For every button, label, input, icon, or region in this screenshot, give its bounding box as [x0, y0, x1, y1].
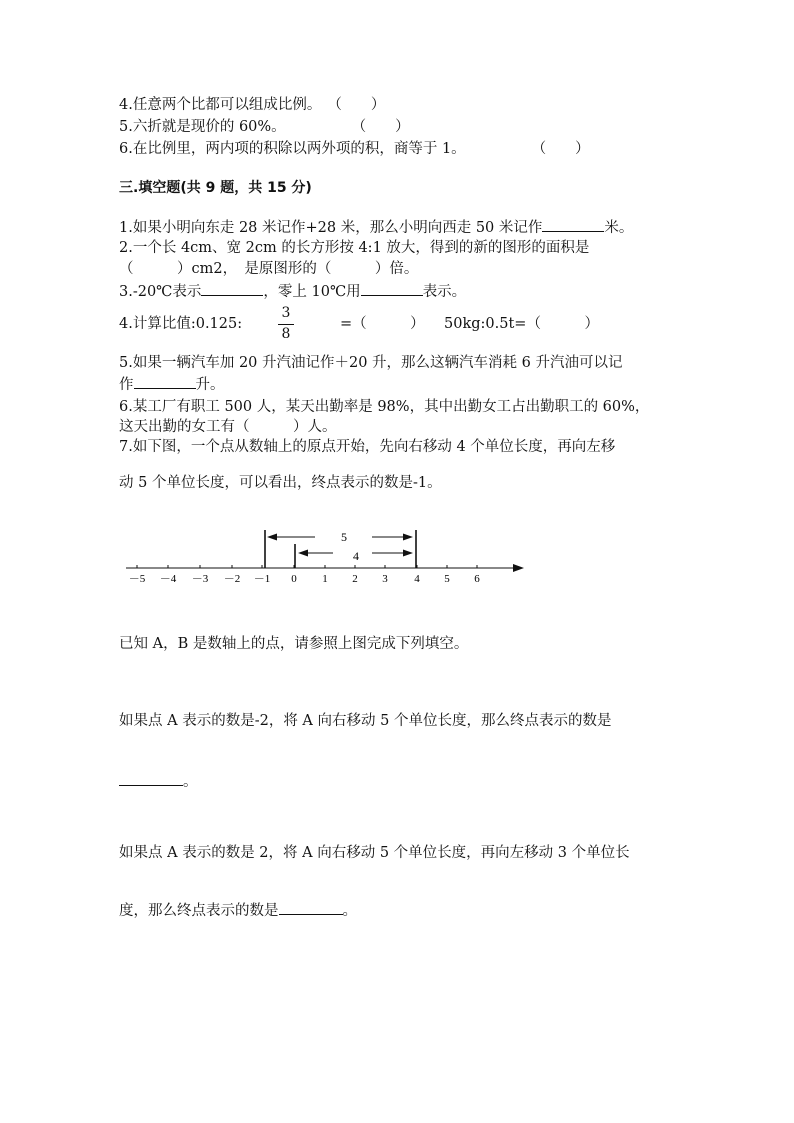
question-2-line-2[interactable]: （ ）cm2， 是原图形的（ ）倍。: [119, 261, 419, 277]
sub-question-1-line-2: [119, 771, 198, 792]
q5-text-b: 升。: [195, 377, 225, 393]
tick-label: －1: [253, 573, 271, 585]
q3-text-b: ，零上 10℃用: [263, 284, 361, 300]
tick-label: 5: [444, 573, 450, 585]
sub-question-2-line-1: 如果点 A 表示的数是 2，将 A 向右移动 5 个单位长度，再向左移动 3 个单位长: [119, 845, 630, 861]
sub2-text: 度，那么终点表示的数是: [119, 903, 279, 919]
tick-label: 4: [414, 573, 420, 585]
tick-label: －5: [128, 573, 146, 585]
q1-unit: 米。: [604, 220, 634, 236]
number-line-figure: [0, 520, 794, 600]
question-6-line-1: 6.某工厂有职工 500 人，某天出勤率是 98%，其中出勤女工占出勤职工的 60%，: [119, 399, 650, 415]
q4-part-2[interactable]: 50kg:0.5t=（ ）: [444, 316, 599, 332]
question-4-lead: 4.计算比值:0.125:: [119, 316, 243, 332]
fraction-bar: [278, 324, 294, 325]
tick-label: －3: [191, 573, 209, 585]
question-5-line-2: [119, 374, 225, 395]
tick-label: 3: [382, 573, 388, 585]
question-7-line-2: 动 5 个单位长度，可以看出，终点表示的数是-1。: [119, 475, 442, 491]
tick-label: －2: [223, 573, 241, 585]
sub2-end: 。: [342, 903, 357, 919]
tick-label: －4: [159, 573, 177, 585]
q4-answer-1[interactable]: =（ ）: [340, 316, 425, 332]
question-3: [119, 281, 466, 302]
tick-label: 0: [291, 573, 297, 585]
q4-numerator: 3: [281, 305, 291, 321]
move-right-label: 4: [353, 549, 359, 563]
q3-text-c: 表示。: [422, 284, 467, 300]
sub2-blank[interactable]: [279, 900, 343, 915]
q3-text-a: 3.-20℃表示: [119, 284, 202, 300]
figure-intro: 已知 A，B 是数轴上的点，请参照上图完成下列填空。: [119, 636, 469, 652]
judge-item-6-text: 6.在比例里，两内项的积除以两外项的积，商等于 1。: [119, 141, 466, 157]
move-left-label: 5: [341, 530, 347, 544]
tick-label: 6: [474, 573, 480, 585]
judge-item-5-text: 5.六折就是现价的 60%。: [119, 119, 286, 135]
sub1-blank[interactable]: [119, 771, 183, 786]
q3-blank-1[interactable]: [201, 281, 263, 296]
judge-item-4-answer[interactable]: （ ）: [327, 97, 386, 113]
question-1: [119, 217, 633, 238]
right-arrow-head-left: [298, 550, 308, 557]
question-7-line-1: 7.如下图，一个点从数轴上的原点开始，先向右移动 4 个单位长度，再向左移: [119, 439, 616, 455]
right-arrow-head: [403, 550, 413, 557]
judge-item-4: [119, 95, 385, 115]
left-arrow-tail-head: [403, 534, 413, 541]
tick-label: 1: [322, 573, 328, 585]
judge-item-5-answer[interactable]: （ ）: [351, 119, 410, 135]
q1-text: 1.如果小明向东走 28 米记作+28 米，那么小明向西走 50 米记作: [119, 220, 543, 236]
section-title: 三.填空题(共 9 题，共 15 分): [119, 180, 312, 196]
judge-item-6-answer[interactable]: （ ）: [531, 141, 590, 157]
question-6-line-2[interactable]: 这天出勤的女工有（ ）人。: [119, 419, 337, 435]
axis-arrow: [513, 564, 524, 572]
judge-item-5: [119, 117, 410, 137]
sub-question-2-line-2: [119, 900, 357, 921]
q3-blank-2[interactable]: [361, 281, 423, 296]
question-5-line-1: 5.如果一辆汽车加 20 升汽油记作＋20 升，那么这辆汽车消耗 6 升汽油可以记: [119, 355, 623, 371]
q4-fraction: [278, 306, 294, 342]
judge-item-4-text: 4.任意两个比都可以组成比例。: [119, 97, 322, 113]
sub-question-1-line-1: 如果点 A 表示的数是-2，将 A 向右移动 5 个单位长度，那么终点表示的数是: [119, 713, 612, 729]
q1-blank[interactable]: [542, 217, 604, 232]
q5-text-a: 作: [119, 377, 134, 393]
q5-blank[interactable]: [134, 374, 196, 389]
sub1-end: 。: [183, 774, 198, 790]
left-arrow-head: [267, 534, 277, 541]
question-2-line-1: 2.一个长 4cm、宽 2cm 的长方形按 4:1 放大，得到的新的图形的面积是: [119, 240, 590, 256]
judge-item-6: [119, 139, 590, 159]
tick-label: 2: [352, 573, 358, 585]
q4-denominator: 8: [281, 326, 291, 342]
